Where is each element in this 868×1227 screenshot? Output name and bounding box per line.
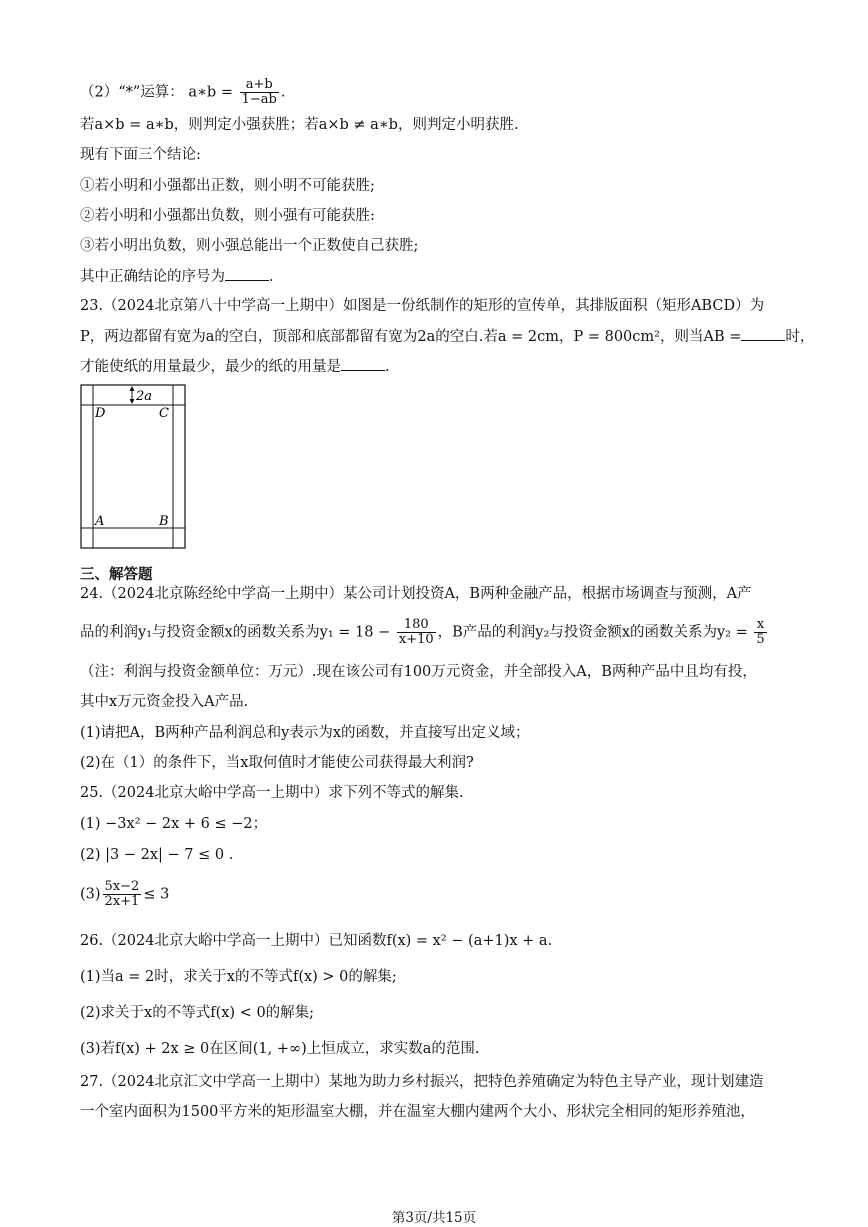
fig-label-D: D	[95, 406, 106, 421]
q23-line-2b: 时，	[785, 329, 815, 345]
q22-rule: 若a×b = a∗b，则判定小强获胜；若a×b ≠ a∗b，则判定小明获胜.	[80, 117, 519, 133]
q22-conclusion-2: ②若小明和小强都出负数，则小强有可能获胜:	[80, 208, 375, 224]
q27-line-2: 一个室内面积为1500平方米的矩形温室大棚，并在温室大棚内建两个大小、形状完全相同的矩形养殖池，	[80, 1104, 755, 1120]
q23-figure	[80, 384, 190, 552]
q25-sub-3	[80, 880, 798, 909]
dimension-arrow-top	[130, 386, 135, 391]
q24-sub-1: (1)请把A，B两种产品利润总和y表示为x的函数，并直接写出定义域；	[80, 725, 530, 741]
q27-line-1: 27.（2024北京汇文中学高一上期中）某地为助力乡村振兴，把特色养殖确定为特色主导产业，现计划建造	[80, 1074, 764, 1090]
q22-fraction	[240, 78, 279, 107]
q25-line-1: 25.（2024北京大峪中学高一上期中）求下列不等式的解集.	[80, 785, 464, 801]
q22-formula-end: .	[280, 84, 286, 101]
q24-fraction-2-denominator: 5	[756, 632, 765, 647]
q22-conclusion-3: ③若小明出负数，则小强总能出一个正数使自己获胜;	[80, 238, 419, 254]
q25-sub-3-label: (3)	[80, 886, 101, 903]
q23-line-1: 23.（2024北京第八十中学高一上期中）如图是一份纸制作的矩形的宣传单，其排版面积（矩形ABCD）为	[80, 298, 765, 314]
answer-blank	[341, 356, 385, 371]
q23-line-2	[80, 326, 815, 347]
q24-fraction-1-numerator: 180	[397, 618, 436, 633]
q24-fraction-1	[397, 618, 436, 647]
q22-conclusion-1: ①若小明和小强都出正数，则小明不可能获胜;	[80, 178, 375, 194]
q26-line-1: 26.（2024北京大峪中学高一上期中）已知函数f(x) = x² − (a+1)x + a.	[80, 933, 553, 949]
q26-sub-3: (3)若f(x) + 2x ≥ 0在区间(1, +∞)上恒成立，求实数a的范围.	[80, 1041, 480, 1057]
print-area-dashed	[93, 405, 173, 528]
q22-part2-label: （2）“*”运算：	[80, 84, 184, 101]
fig-label-C: C	[159, 406, 169, 421]
q23-line-2a: P，两边都留有宽为a的空白，顶部和底部都留有宽为2a的空白.若a = 2cm，P = 800cm²，则当AB =	[80, 329, 742, 345]
fig-label-B: B	[159, 514, 169, 529]
q25-sub-3-post: ≤ 3	[143, 886, 170, 903]
q22-question	[80, 266, 798, 287]
q26-sub-1: (1)当a = 2时，求关于x的不等式f(x) > 0的解集;	[80, 969, 397, 985]
q22-intro: 现有下面三个结论:	[80, 147, 201, 163]
q23-line-3a: 才能使纸的用量最少，最少的纸的用量是	[80, 359, 341, 375]
q24-line-2b: ，B产品的利润y₂与投资金额x的函数关系为y₂ =	[437, 624, 748, 641]
answer-blank	[225, 266, 269, 281]
q24-line-1: 24.（2024北京陈经纶中学高一上期中）某公司计划投资A，B两种金融产品，根据市场调查与预测，A产	[80, 586, 752, 602]
q22-fraction-denominator: 1−ab	[241, 92, 277, 107]
q22-ask: 其中正确结论的序号为	[80, 269, 225, 285]
q24-fraction-1-denominator: x+10	[398, 632, 434, 647]
q24-line-4: 其中x万元资金投入A产品.	[80, 694, 249, 710]
fig-label-A: A	[95, 514, 105, 529]
q24-line-3: （注：利润与投资金额单位：万元）.现在该公司有100万元资金，并全部投入A，B两种产品中且均有投，	[80, 664, 757, 680]
q24-sub-2: (2)在（1）的条件下，当x取何值时才能使公司获得最大利润?	[80, 755, 474, 771]
q23-line-3	[80, 356, 798, 377]
fig-label-2a: 2a	[136, 389, 153, 404]
q24-line-2a: 品的利润y₁与投资金额x的函数关系为y₁ = 18 −	[80, 624, 391, 641]
q23-line-3b: .	[385, 359, 390, 375]
section-title: 三、解答题	[80, 567, 153, 583]
q22-fraction-numerator: a+b	[240, 78, 279, 93]
answer-blank	[741, 326, 785, 341]
q22-ask-end: .	[269, 269, 274, 285]
q25-sub-2: (2) |3 − 2x| − 7 ≤ 0 .	[80, 847, 234, 863]
q22-formula-left: a∗b =	[188, 84, 233, 101]
q25-sub-1: (1) −3x² − 2x + 6 ≤ −2；	[80, 816, 268, 832]
q22-operation-line	[80, 78, 798, 107]
dimension-arrow-bottom	[130, 399, 135, 404]
q24-line-2	[80, 618, 798, 647]
q24-fraction-2-numerator: x	[754, 618, 766, 633]
q24-fraction-2	[754, 618, 766, 647]
q25-fraction-numerator: 5x−2	[104, 879, 140, 894]
q25-fraction-denominator: 2x+1	[104, 894, 140, 909]
q25-fraction	[103, 880, 142, 909]
q26-sub-2: (2)求关于x的不等式f(x) < 0的解集;	[80, 1005, 315, 1021]
page-footer: 第3页/共15页	[391, 1210, 477, 1226]
